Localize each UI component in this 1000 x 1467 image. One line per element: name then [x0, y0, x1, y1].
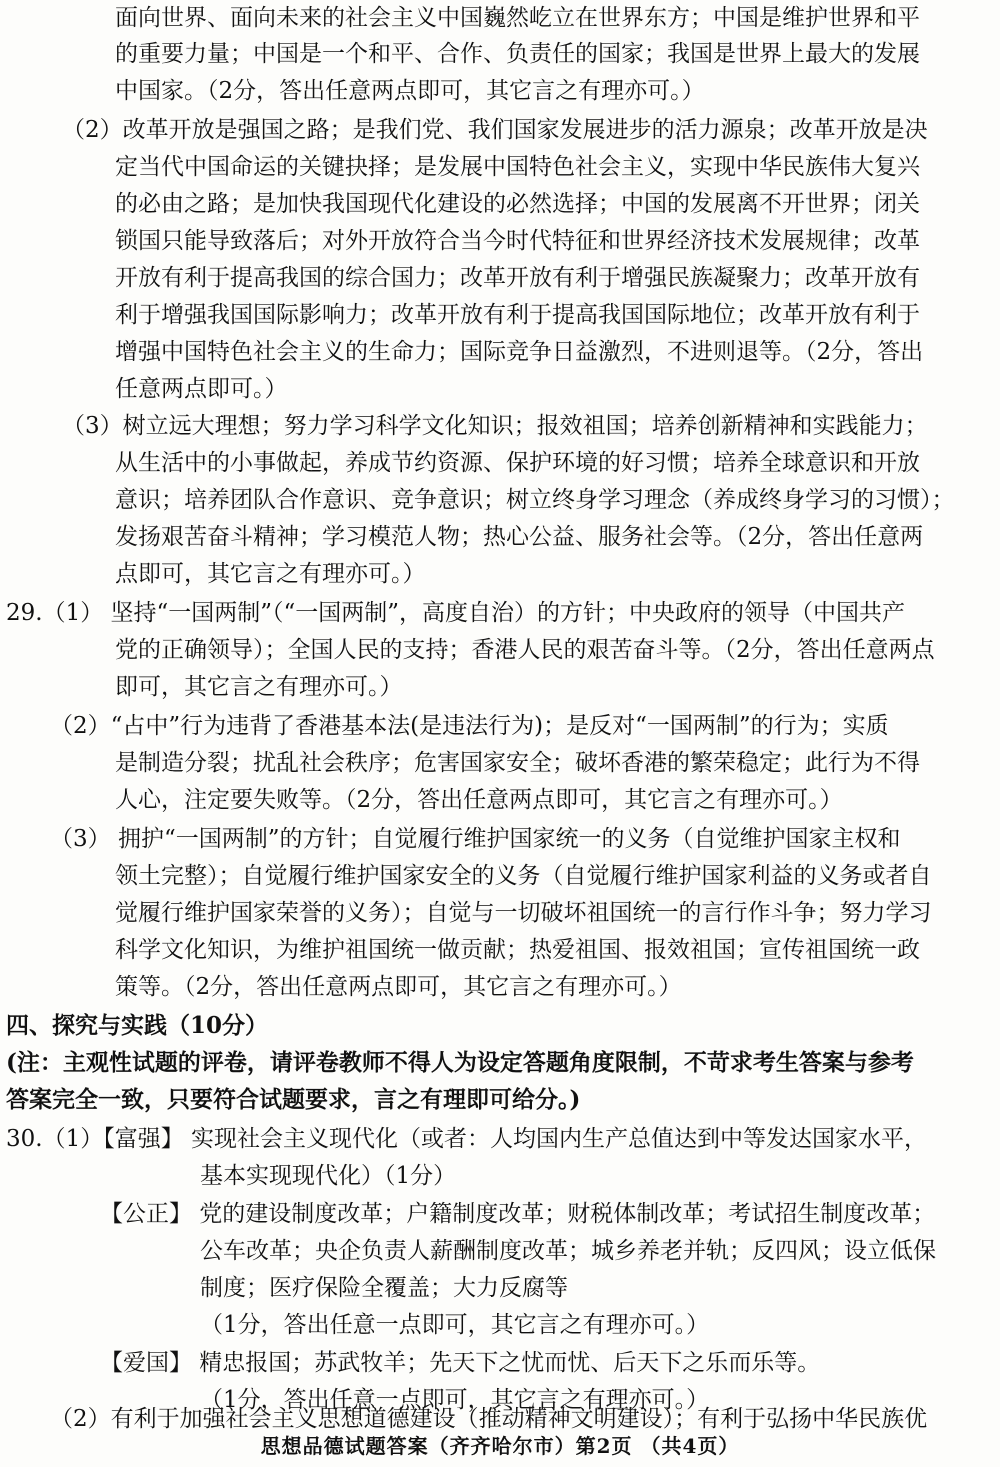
text-line: 30.（1）【富强】 实现社会主义现代化（或者：人均国内生产总值达到中等发达国家水平， — [6, 1126, 928, 1152]
text-line: （1分，答出任意一点即可，其它言之有理亦可。） — [200, 1387, 710, 1413]
text-line: （2）有利于加强社会主义思想道德建设（推动精神文明建设）；有利于弘扬中华民族优 — [50, 1406, 928, 1432]
text-line: （2）“占中”行为违背了香港基本法(是违法行为)；是反对“一国两制”的行为；实质 — [50, 713, 889, 739]
text-line: 制度；医疗保险全覆盖；大力反腐等 — [200, 1275, 568, 1301]
text-line: （1分，答出任意一点即可，其它言之有理亦可。） — [200, 1312, 710, 1338]
text-line: 开放有利于提高我国的综合国力；改革开放有利于增强民族凝聚力；改革开放有 — [115, 265, 920, 291]
text-line: 领土完整）；自觉履行维护国家安全的义务（自觉履行维护国家利益的义务或者自 — [115, 863, 932, 889]
text-line: 的必由之路；是加快我国现代化建设的必然选择；中国的发展离不开世界；闭关 — [115, 191, 920, 217]
text-line: 29.（1） 坚持“一国两制”（“一国两制”，高度自治）的方针；中央政府的领导（中国共产 — [6, 600, 906, 626]
text-line: 利于增强我国国际影响力；改革开放有利于提高我国国际地位；改革开放有利于 — [115, 302, 920, 328]
text-line: （3）树立远大理想；努力学习科学文化知识；报效祖国；培养创新精神和实践能力； — [62, 413, 928, 439]
section-heading: 四、探究与实践（10分） — [6, 1012, 269, 1039]
text-line: 即可，其它言之有理亦可。） — [115, 674, 403, 700]
text-line: 任意两点即可。） — [115, 376, 288, 402]
text-line: 【爱国】 精忠报国；苏武牧羊；先天下之忧而忧、后天下之乐而乐等。 — [100, 1350, 821, 1376]
text-line: 面向世界、面向未来的社会主义中国巍然屹立在世界东方；中国是维护世界和平 — [115, 5, 920, 31]
text-line: 人心，注定要失败等。（2分，答出任意两点即可，其它言之有理亦可。） — [115, 787, 843, 813]
text-line: 基本实现现代化）（1分） — [200, 1163, 457, 1189]
text-line: （2）改革开放是强国之路；是我们党、我们国家发展进步的活力源泉；改革开放是决 — [62, 117, 928, 143]
text-line: 是制造分裂；扰乱社会秩序；危害国家安全；破坏香港的繁荣稳定；此行为不得 — [115, 750, 920, 776]
text-line: 意识；培养团队合作意识、竞争意识；树立终身学习理念（养成终身学习的习惯）； — [115, 487, 955, 513]
text-line: 从生活中的小事做起，养成节约资源、保护环境的好习惯；培养全球意识和开放 — [115, 450, 920, 476]
text-line: 点即可，其它言之有理亦可。） — [115, 561, 426, 587]
text-line: 公车改革；央企负责人薪酬制度改革；城乡养老并轨；反四风；设立低保 — [200, 1238, 936, 1264]
text-line: 的重要力量；中国是一个和平、合作、负责任的国家；我国是世界上最大的发展 — [115, 41, 920, 67]
page-footer: 思想品德试题答案（齐齐哈尔市）第2页 （共4页） — [260, 1434, 740, 1458]
text-line: 锁国只能导致落后；对外开放符合当今时代特征和世界经济技术发展规律；改革 — [115, 228, 920, 254]
text-line: 党的正确领导）；全国人民的支持；香港人民的艰苦奋斗等。（2分，答出任意两点 — [115, 637, 935, 663]
text-line: 中国家。（2分，答出任意两点即可，其它言之有理亦可。） — [115, 78, 705, 104]
text-line: 定当代中国命运的关键抉择；是发展中国特色社会主义，实现中华民族伟大复兴 — [115, 154, 920, 180]
text-line: 策等。（2分，答出任意两点即可，其它言之有理亦可。） — [115, 974, 682, 1000]
text-line: 发扬艰苦奋斗精神；学习模范人物；热心公益、服务社会等。（2分，答出任意两 — [115, 524, 924, 550]
note-line: (注：主观性试题的评卷，请评卷教师不得人为设定答题角度限制，不苛求考生答案与参考 — [6, 1049, 914, 1076]
text-line: 【公正】 党的建设制度改革；户籍制度改革；财税体制改革；考试招生制度改革； — [100, 1201, 936, 1227]
note-line: 答案完全一致，只要符合试题要求，言之有理即可给分。) — [6, 1086, 581, 1113]
text-line: 增强中国特色社会主义的生命力；国际竞争日益激烈，不进则退等。（2分，答出 — [115, 339, 924, 365]
text-line: （3） 拥护“一国两制”的方针；自觉履行维护国家统一的义务（自觉维护国家主权和 — [50, 826, 901, 852]
text-line: 科学文化知识，为维护祖国统一做贡献；热爱祖国、报效祖国；宣传祖国统一政 — [115, 937, 920, 963]
text-line: 觉履行维护国家荣誉的义务）；自觉与一切破坏祖国统一的言行作斗争；努力学习 — [115, 900, 932, 926]
